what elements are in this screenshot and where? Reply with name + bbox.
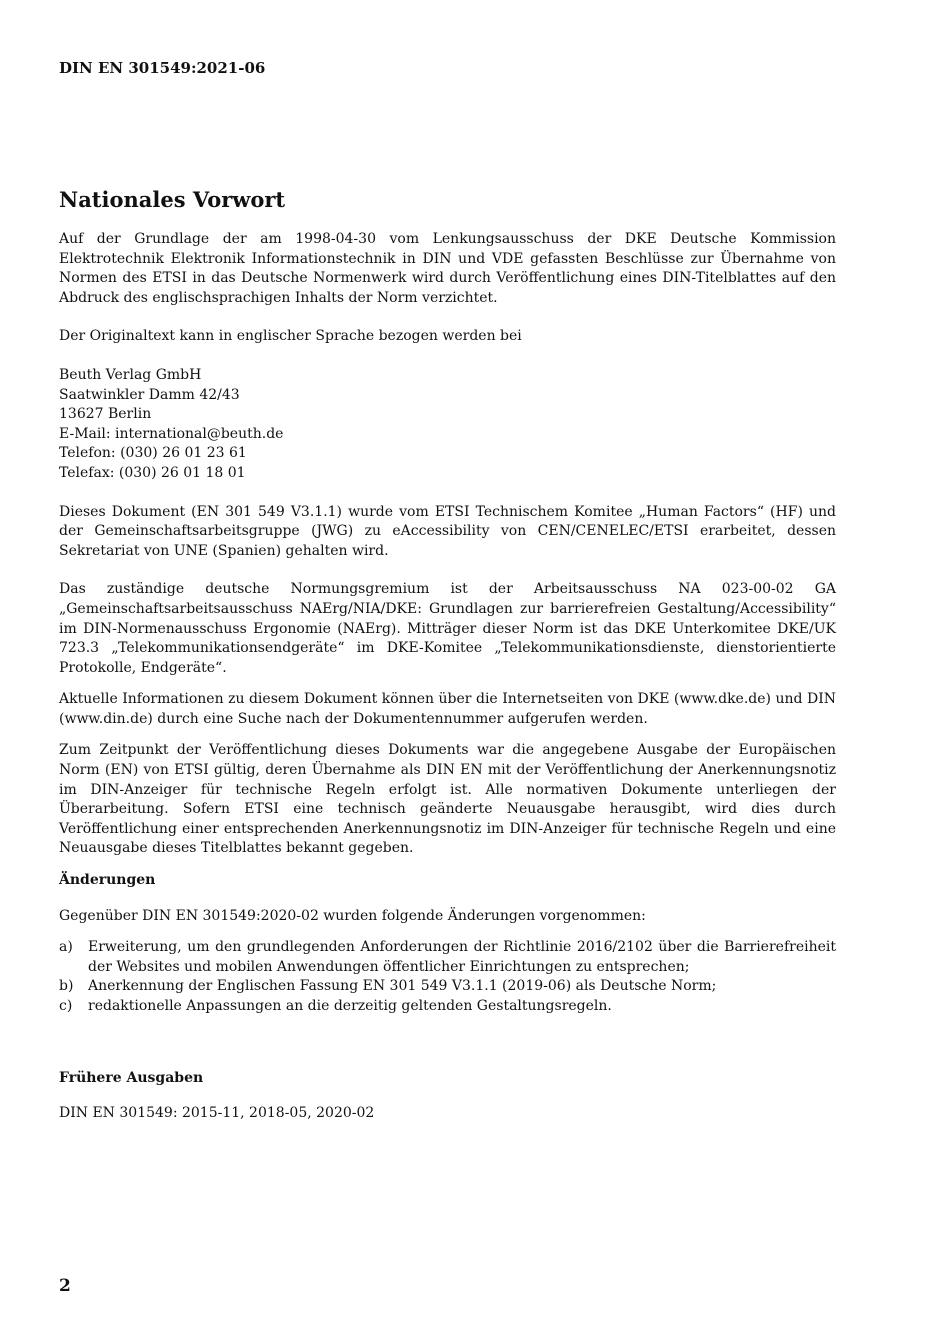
address-phone: Telefon: (030) 26 01 23 61 (59, 445, 247, 462)
list-marker: c) (59, 998, 73, 1014)
address-line: Beuth Verlag GmbH (59, 366, 202, 383)
list-marker: a) (59, 939, 73, 956)
paragraph-normungsgremium: Das zuständige deutsche Normungsgremium ist der Arbeitsausschuss NA 023-00-02 GA „Gemeinschaftsarbeitsausschuss NAErg/NIA/DKE: Grundlagen zur barrierefreien Gestaltung/Accessibility“ im DIN-Normenausschuss Ergonomie (NAErg). Mitträger dieser Norm ist das DKE Unterkomitee DKE/UK 723.3 „Telekommunikationsendgeräte“ im DKE-Komitee „Telekommunikationsdienste, dienstorientierte Protokolle, Endgeräte“. (59, 581, 836, 676)
publisher-address (59, 366, 836, 484)
address-email: E-Mail: international@beuth.de (59, 425, 284, 442)
changes-list (59, 938, 836, 1016)
paragraph-aktuelle-informationen: Aktuelle Informationen zu diesem Dokument können über die Internetseiten von DKE (www.dke.de) und DIN (www.din.de) durch eine Suche nach der Dokumentennummer aufgerufen werden. (59, 691, 836, 727)
paragraph-zeitpunkt: Zum Zeitpunkt der Veröffentlichung dieses Dokuments war die angegebene Ausgabe der Europäischen Norm (EN) von ETSI gültig, deren Übernahme als DIN EN mit der Veröffentlichung der Anerkennungsnotiz im DIN-Anzeiger für technische Regeln erfolgt ist. Alle normativen Dokumente unterliegen der Überarbeitung. Sofern ETSI eine technisch geänderte Neuausgabe herausgibt, wird dies durch Veröffentlichung einer entsprechenden Anerkennungsnotiz im DIN-Anzeiger für technische Regeln und eine Neuausgabe dieses Titelblattes bekannt gegeben. (59, 742, 836, 857)
list-marker: b) (59, 978, 74, 995)
section-title-vorwort: Nationales Vorwort (59, 187, 286, 212)
document-id-header: DIN EN 301549:2021-06 (59, 59, 266, 77)
address-line: Saatwinkler Damm 42/43 (59, 386, 240, 403)
list-item-text: Anerkennung der Englischen Fassung EN 301 549 V3.1.1 (2019-06) als Deutsche Norm; (88, 978, 717, 995)
paragraph-grundlage: Auf der Grundlage der am 1998-04-30 vom Lenkungsausschuss der DKE Deutsche Kommission Elektrotechnik Elektronik Informationstechnik in DIN und VDE gefassten Beschlüsse zur Übernahme von Normen des ETSI in das Deutsche Normenwerk wird durch Veröffentlichung eines DIN-Titelblattes auf den Abdruck des englischsprachigen Inhalts der Norm verzichtet. (59, 231, 836, 306)
page-number: 2 (59, 1276, 71, 1296)
list-item (59, 997, 836, 1017)
section-title-fruehere-ausgaben: Frühere Ausgaben (59, 1069, 204, 1086)
paragraph-etsi-komitee: Dieses Dokument (EN 301 549 V3.1.1) wurde vom ETSI Technischem Komitee „Human Factors“ (HF) und der Gemeinschaftsarbeitsgruppe (JWG) zu eAccessibility von CEN/CENELEC/ETSI erarbeitet, dessen Sekretariat von UNE (Spanien) gehalten wird. (59, 503, 836, 559)
list-item-text: Erweiterung, um den grundlegenden Anforderungen der Richtlinie 2016/2102 über die Barrierefreiheit der Websites und mobilen Anwendungen öffentlicher Einrichtungen zu entsprechen; (88, 939, 836, 975)
paragraph-fruehere-ausgaben: DIN EN 301549: 2015-11, 2018-05, 2020-02 (59, 1105, 375, 1122)
section-title-aenderungen: Änderungen (59, 872, 156, 889)
list-item (59, 977, 836, 997)
paragraph-originaltext: Der Originaltext kann in englischer Sprache bezogen werden bei (59, 328, 522, 345)
paragraph-aenderungen-intro: Gegenüber DIN EN 301549:2020-02 wurden folgende Änderungen vorgenommen: (59, 907, 646, 924)
list-item (59, 938, 836, 977)
address-fax: Telefax: (030) 26 01 18 01 (59, 464, 246, 481)
document-content (59, 186, 836, 1143)
address-line: 13627 Berlin (59, 406, 152, 423)
list-item-text: redaktionelle Anpassungen an die derzeitig geltenden Gestaltungsregeln. (88, 998, 612, 1014)
